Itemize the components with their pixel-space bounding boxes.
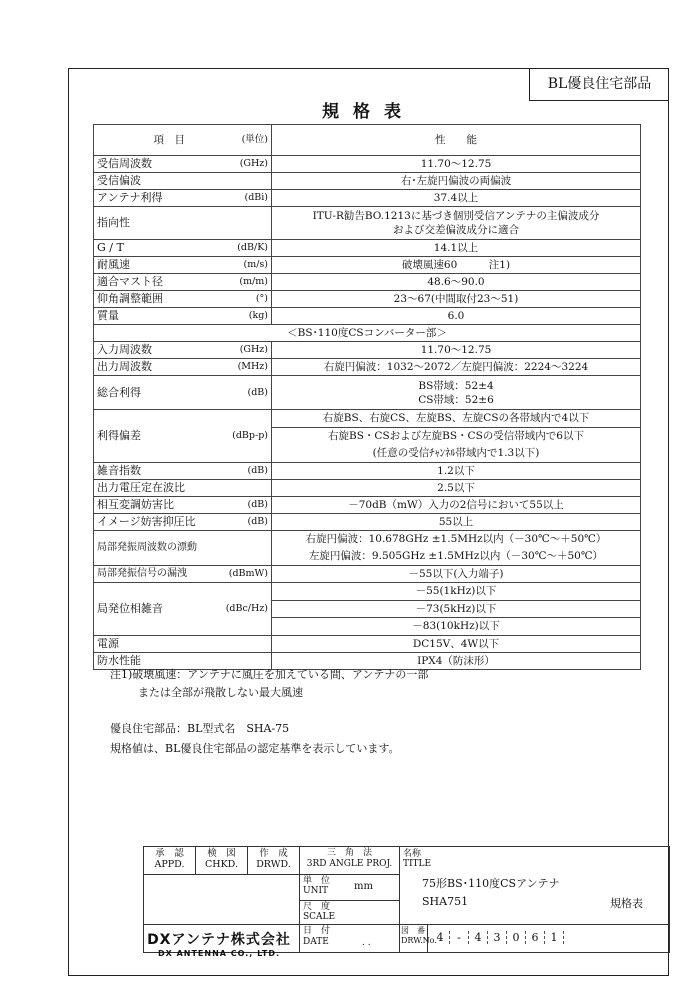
table-row: [94, 463, 641, 480]
company-name: DXアンテナ株式会社: [147, 932, 291, 948]
note-1-line-2: または全部が飛散しない最大風速: [138, 686, 303, 699]
row-value: －70dB（mW）入力の2信号において55以上: [272, 497, 641, 514]
row-item: 局部発振信号の漏洩: [97, 568, 187, 579]
row-item: 局発位相雑音: [97, 602, 163, 615]
row-value: 1.2以下: [272, 463, 641, 480]
row-item: 電源: [97, 637, 119, 650]
drawing-number-digit: 4: [469, 931, 488, 944]
row-item: 利得偏差: [97, 429, 141, 442]
table-row: [94, 480, 641, 497]
header-unit: (単位): [241, 134, 268, 145]
company-name-en: DX ANTENNA CO., LTD.: [157, 949, 281, 958]
table-row: [94, 359, 641, 376]
unit-label-en: UNIT: [303, 886, 329, 896]
row-value: 48.6～90.0: [272, 274, 641, 291]
row-unit: (dBp-p): [232, 430, 268, 441]
date-label: 日 付: [303, 926, 331, 936]
table-row: [94, 636, 641, 653]
drawing-title-2: SHA751: [422, 895, 469, 908]
table-row: [94, 583, 641, 636]
unit-value: mm: [354, 881, 373, 892]
row-item: 出力電圧定在波比: [97, 481, 185, 494]
row-item: 防水性能: [97, 654, 141, 667]
row-item: 雑音指数: [97, 464, 141, 477]
date-label-en: DATE: [303, 937, 329, 947]
row-item: 適合マスト径: [97, 275, 163, 288]
table-row: [94, 566, 641, 583]
row-item: 出力周波数: [97, 360, 152, 373]
table-row: [94, 497, 641, 514]
phase-noise-1k: －55(1kHz)以下: [272, 583, 640, 601]
table-row: [94, 410, 641, 463]
row-value: 14.1以上: [272, 240, 641, 257]
row-value: 55以上: [272, 514, 641, 531]
row-unit: (dB): [247, 499, 268, 510]
table-row: [94, 190, 641, 207]
row-item: 質量: [97, 309, 119, 322]
projection-label-en: 3RD ANGLE PROJ.: [306, 859, 393, 869]
scale-label: 尺 度: [303, 902, 331, 912]
table-row: [94, 240, 641, 257]
phase-noise-5k: －73(5kHz)以下: [272, 601, 640, 618]
row-item: 総合利得: [97, 385, 141, 399]
table-row: [94, 376, 641, 410]
row-unit: (kg): [248, 310, 268, 321]
row-unit: (dB): [247, 516, 268, 527]
row-item: 入力周波数: [97, 343, 152, 356]
table-row: [94, 207, 641, 240]
deviation-line-2: 右旋BS・CSおよび左旋BS・CSの受信帯域内で6以下: [328, 430, 584, 442]
row-value-2: および交差偏波成分に適合: [393, 224, 519, 236]
header-item: 項 目: [153, 134, 186, 146]
row-value: 2.5以下: [272, 480, 641, 497]
row-unit: (dB): [247, 386, 268, 398]
drawing-number: [431, 931, 666, 944]
row-value: DC15V、4W以下: [272, 636, 641, 653]
table-row: [94, 308, 641, 325]
bl-badge: BL優良住宅部品: [529, 69, 669, 101]
row-unit: (dBi): [244, 192, 268, 203]
gain-cs: CS帯域：52±6: [418, 393, 494, 406]
row-item: 受信周波数: [97, 157, 152, 170]
approved-label: 承 認: [155, 848, 184, 859]
row-unit: (dBmW): [228, 568, 268, 579]
document-title: 規格表: [322, 102, 415, 122]
table-row: [94, 514, 641, 531]
drawing-number-digit: 6: [526, 931, 545, 944]
row-value: 破壊風速60 注1): [272, 257, 641, 274]
drawing-number-digit: 4: [431, 931, 450, 944]
row-unit: (dB/K): [237, 242, 268, 253]
table-row: [94, 291, 641, 308]
drift-right: 右旋円偏波：10.678GHz ±1.5MHz以内（－30℃～＋50℃）: [305, 533, 607, 545]
header-performance: 性 能: [272, 125, 641, 156]
drawing-number-label-en: DRW.No.: [401, 936, 437, 945]
table-row: [94, 531, 641, 566]
row-value: 右旋円偏波：1032～2072／左旋円偏波：2224～3224: [272, 359, 641, 376]
projection-label: 三 角 法: [326, 848, 372, 858]
drawing-title-3: 規格表: [610, 897, 643, 910]
note-1: [110, 666, 428, 702]
drawing-number-digit: 3: [488, 931, 507, 944]
row-item: イメージ妨害抑圧比: [97, 515, 196, 528]
row-item: 指向性: [97, 216, 130, 229]
phase-noise-10k: －83(10kHz)以下: [412, 620, 500, 632]
scale-label-en: SCALE: [303, 912, 336, 922]
date-value: . .: [362, 938, 371, 948]
company-logo: [144, 925, 294, 973]
row-value: 6.0: [272, 308, 641, 325]
row-value: 37.4以上: [272, 190, 641, 207]
title-label-en: TITLE: [403, 859, 432, 869]
row-value: IPX4（防沫形）: [272, 653, 641, 670]
converter-section-label: ＜BS･110度CSコンバーター部＞: [94, 325, 641, 342]
row-unit: (°): [255, 293, 268, 304]
title-label: 名称: [403, 849, 422, 859]
note-standard: 規格値は、BL優良住宅部品の認定基準を表示しています。: [110, 742, 400, 755]
row-unit: (m/m): [239, 276, 268, 287]
row-item: 局部発振周波数の漂動: [97, 542, 197, 553]
note-1-line-1: 注1)破壊風速：アンテナに風圧を加えている間、アンテナの一部: [110, 668, 429, 681]
table-row: [94, 156, 641, 173]
drawing-title-1: 75形BS･110度CSアンテナ: [422, 877, 560, 890]
row-value: 11.70～12.75: [272, 342, 641, 359]
unit-label: 単 位: [303, 876, 331, 886]
drift-left: 左旋円偏波：9.505GHz ±1.5MHz以内（－30℃～＋50℃）: [308, 550, 604, 562]
table-row: [94, 173, 641, 190]
drawing-number-digit: 1: [545, 931, 564, 944]
row-value: 23～67(中間取付23～51): [272, 291, 641, 308]
row-unit: (GHz): [239, 158, 268, 169]
row-value: 右･左旋円偏波の両偏波: [272, 173, 641, 190]
row-item: 相互変調妨害比: [97, 498, 174, 511]
table-row: [94, 274, 641, 291]
drawn-label: 作 成: [259, 848, 288, 859]
row-item: 耐風速: [97, 258, 130, 271]
row-value: ITU-R勧告BO.1213に基づき個別受信アンテナの主偏波成分: [312, 210, 600, 222]
note-bl-model: 優良住宅部品：BL型式名 SHA-75: [110, 722, 290, 735]
drawing-number-digit: -: [450, 931, 469, 944]
row-unit: (m/s): [243, 259, 268, 270]
drawn-label-en: DRWD.: [256, 859, 291, 870]
row-value: －55以下(入力端子): [272, 566, 641, 583]
row-unit: (MHz): [237, 361, 268, 372]
drawing-number-label: 図 番: [401, 926, 425, 935]
section-row: [94, 325, 641, 342]
row-unit: (dBc/Hz): [225, 603, 268, 614]
spec-table: [93, 124, 641, 670]
drawing-number-digit: 0: [507, 931, 526, 944]
row-item: 仰角調整範囲: [97, 292, 163, 305]
checked-label: 検 図: [207, 848, 236, 859]
row-item: G / T: [97, 241, 124, 254]
deviation-line-1: 右旋BS、右旋CS、左旋BS、左旋CSの各帯域内で4以下: [272, 410, 640, 428]
approved-label-en: APPD.: [154, 859, 185, 870]
table-row: [94, 342, 641, 359]
row-item: 受信偏波: [97, 174, 141, 187]
gain-bs: BS帯域：52±4: [418, 379, 494, 392]
row-value: 11.70～12.75: [272, 156, 641, 173]
row-item: アンテナ利得: [97, 191, 163, 204]
row-unit: (dB): [247, 465, 268, 476]
checked-label-en: CHKD.: [205, 859, 238, 870]
table-header: [94, 125, 641, 156]
row-unit: (GHz): [239, 344, 268, 355]
table-row: [94, 257, 641, 274]
deviation-line-3: (任意の受信ﾁｬﾝﾈﾙ帯域内で1.3以下): [372, 447, 540, 459]
